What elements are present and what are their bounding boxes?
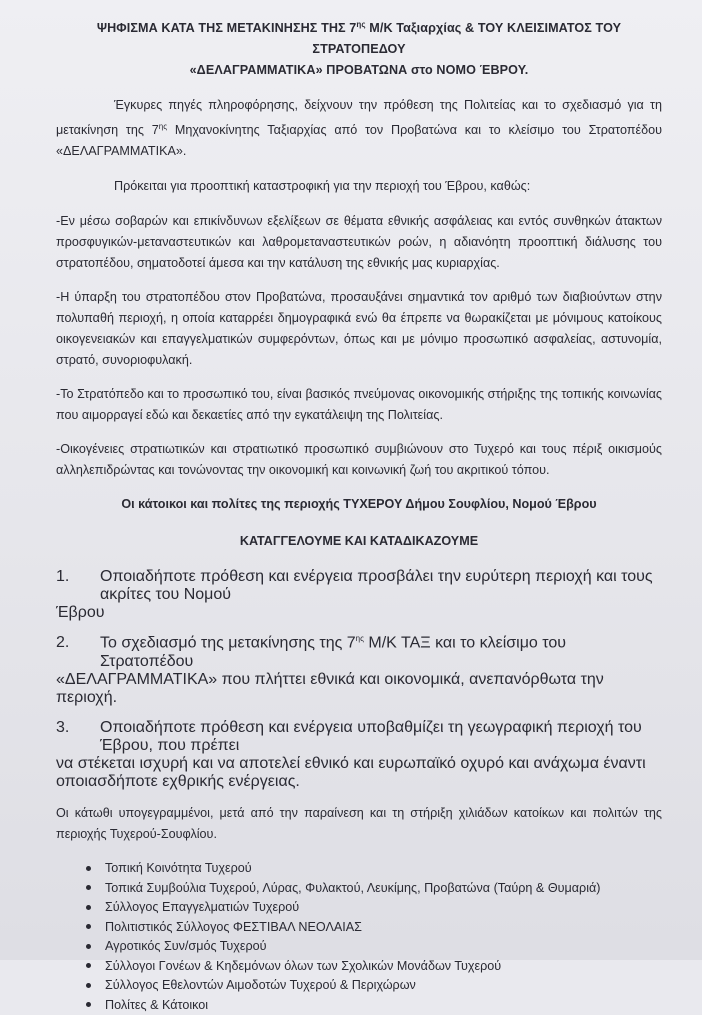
reason-paragraph: -Το Στρατόπεδο και το προσωπικό του, είναι βασικός πνεύμονας οικονομικής στήριξης της τοπικής κοινωνίας που αιμορραγεί εδώ και δεκαετίες από την εγκατάλειψη της Πολιτείας.	[56, 387, 662, 423]
title-line-1-part-a: ΨΗΦΙΣΜΑ ΚΑΤΑ ΤΗΣ ΜΕΤΑΚΙΝΗΣΗΣ ΤΗΣ 7	[96, 21, 357, 36]
reason-paragraph: -Οικογένειες στρατιωτικών και στρατιωτικό προσωπικό συμβιώνουν στο Τυχερό και τους πέριξ οικισμούς αλληλεπιδρώντας και τονώνοντας την οικονομική και κοινωνική ζωή του ακριτικού τόπου.	[56, 442, 662, 478]
residents-heading: Οι κάτοικοι και πολίτες της περιοχής ΤΥΧΕΡΟΥ Δήμου Σουφλίου, Νομού Έβρου	[121, 497, 597, 512]
point-text-first-line: Οποιαδήποτε πρόθεση και ενέργεια προσβάλει την ευρύτερη περιοχή και τους ακρίτες του Νομού	[100, 568, 653, 604]
signatories-list	[56, 859, 662, 1015]
intro-part-a: Έγκυρες πηγές πληροφόρησης, δείχνουν την πρόθεση της Πολιτείας και το σχεδιασμό για τη μετακίνηση της 7	[56, 98, 662, 138]
numbered-point	[56, 634, 662, 706]
signatory-item	[86, 976, 662, 996]
signatory-item	[86, 859, 662, 879]
title-line-1-part-b: Μ/Κ Ταξιαρχίας & ΤΟΥ ΚΛΕΙΣΙΜΑΤΟΣ ΤΟΥ ΣΤΡΑΤΟΠΕΔΟΥ	[312, 21, 622, 57]
intro-paragraph	[56, 95, 662, 162]
signatory-item	[86, 937, 662, 957]
title-superscript: ης	[356, 20, 366, 29]
bullet-icon	[86, 1002, 91, 1007]
signatory-label: Πολίτες & Κάτοικοι	[105, 997, 209, 1012]
point-text-continuation: Έβρου	[56, 604, 105, 622]
signatory-item	[86, 917, 662, 937]
signatory-label: Σύλλογος Επαγγελματιών Τυχερού	[105, 900, 300, 915]
signatory-item	[86, 898, 662, 918]
signatory-label: Πολιτιστικός Σύλλογος ΦΕΣΤΙΒΑΛ ΝΕΟΛΑΙΑΣ	[105, 919, 362, 934]
bullet-icon	[86, 983, 91, 988]
title-line-1	[56, 14, 662, 60]
signatory-label: Σύλλογος Εθελοντών Αιμοδοτών Τυχερού & Περιχώρων	[105, 978, 416, 993]
document-title	[56, 14, 662, 81]
signatory-label: Αγροτικός Συν/σμός Τυχερού	[105, 939, 267, 954]
point-text-continuation: «ΔΕΛΑΓΡΑΜΜΑΤΙΚΑ» που πλήττει εθνικά και οικονομικά, ανεπανόρθωτα την περιοχή.	[56, 670, 604, 706]
point-number: 3.	[56, 718, 70, 736]
point-text-first-line: Οποιαδήποτε πρόθεση και ενέργεια υποβαθμίζει τη γεωγραφική περιοχή του Έβρου, που πρέπει	[100, 718, 642, 754]
denounce-heading: ΚΑΤΑΓΓΕΛΟΥΜΕ ΚΑΙ ΚΑΤΑΔΙΚΑΖΟΥΜΕ	[239, 534, 479, 549]
signatory-label: Τοπική Κοινότητα Τυχερού	[105, 861, 252, 876]
point-number: 1.	[56, 568, 70, 586]
numbered-point	[56, 719, 662, 791]
point-number: 2.	[56, 634, 70, 652]
bullet-icon	[86, 944, 91, 949]
title-line-2: «ΔΕΛΑΓΡΑΜΜΑΤΙΚΑ» ΠΡΟΒΑΤΩΝΑ στο ΝΟΜΟ ΈΒΡΟΥ.	[189, 63, 529, 78]
point-text-continuation: να στέκεται ισχυρή και να αποτελεί εθνικό και ευρωπαϊκό οχυρό και ανάχωμα έναντι οποιασδήποτε εχθρικής ενέργειας.	[56, 754, 646, 790]
signatory-item	[86, 956, 662, 976]
reason-paragraph: -Η ύπαρξη του στρατοπέδου στον Προβατώνα, προσαυξάνει σημαντικά τον αριθμό των διαβιούντων στην πολυπαθή περιοχή, η οποία καταρρέει δημογραφικά ενώ θα έπρεπε να θωρακίζεται με μόνιμους κατοίκους οικογενειακών και επαγγελματικών συμφερόντων, όπως και με μόνιμο προσωπικό ασφαλείας, αστυνομία, στρατό, συνοριοφυλακή.	[56, 290, 662, 368]
bullet-icon	[86, 924, 91, 929]
point-text-first-line	[100, 634, 662, 670]
bullet-icon	[86, 963, 91, 968]
lead-paragraph: Πρόκειται για προοπτική καταστροφική για την περιοχή του Έβρου, καθώς:	[114, 179, 531, 194]
bullet-icon	[86, 866, 91, 871]
signatory-label: Σύλλογοι Γονέων & Κηδεμόνων όλων των Σχολικών Μονάδων Τυχερού	[105, 958, 502, 973]
reason-paragraph: -Εν μέσω σοβαρών και επικίνδυνων εξελίξεων σε θέματα εθνικής ασφάλειας και εντός συνθηκών άτακτων προσφυγικών-μεταναστευτικών και λαθρομεταναστευτικών ροών, η αδιανόητη προοπτική διάλυσης του στρατοπέδου, σηματοδοτεί άμεσα και την κατάλυση της εθνικής μας κυριαρχίας.	[56, 214, 662, 271]
point-text-part-b: Μ/Κ ΤΑΞ και το κλείσιμο του Στρατοπέδου	[100, 634, 567, 670]
bullet-icon	[86, 905, 91, 910]
signatory-item	[86, 878, 662, 898]
point-superscript: ης	[355, 634, 364, 644]
bullet-icon	[86, 885, 91, 890]
closing-paragraph: Οι κάτωθι υπογεγραμμένοι, μετά από την παραίνεση και τη στήριξη χιλιάδων κατοίκων και πολιτών της περιοχής Τυχερού-Σουφλίου.	[56, 805, 662, 841]
signatory-label: Τοπικά Συμβούλια Τυχερού, Λύρας, Φυλακτού, Λευκίμης, Προβατώνα (Ταύρη & Θυμαριά)	[105, 880, 601, 895]
intro-superscript: ης	[158, 122, 168, 132]
signatory-item	[86, 995, 662, 1015]
numbered-point	[56, 568, 662, 622]
point-text-part-a: Το σχεδιασμό της μετακίνησης της 7	[100, 634, 356, 652]
intro-part-b: Μηχανοκίνητης Ταξιαρχίας από τον Προβατώνα και το κλείσιμο του Στρατοπέδου «ΔΕΛΑΓΡΑΜΜΑΤΙΚΑ».	[56, 123, 663, 159]
